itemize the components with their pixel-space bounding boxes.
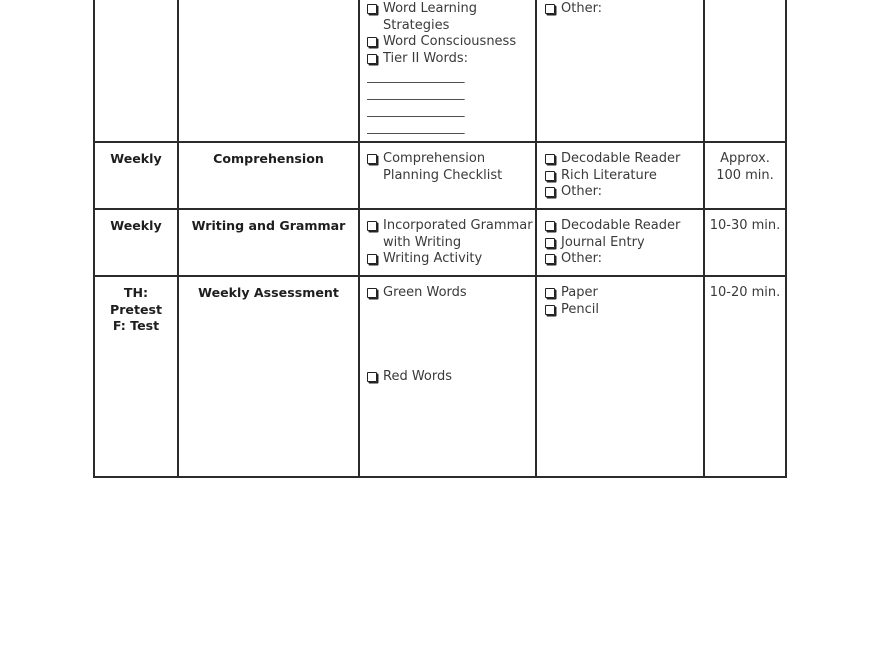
checkbox-icon[interactable] [367, 37, 377, 47]
checklist-item-green-words[interactable] [367, 285, 532, 302]
checkbox-icon[interactable] [545, 221, 555, 231]
checklist-item[interactable] [367, 34, 532, 51]
checkbox-icon[interactable] [367, 54, 377, 64]
column-divider-2 [358, 0, 360, 478]
column-divider-4 [703, 0, 705, 478]
resources-cell [545, 218, 700, 268]
table-border-left [93, 0, 95, 478]
checklist-item[interactable] [545, 151, 700, 168]
item-label: Writing Activity [383, 251, 483, 267]
blank-write-line[interactable]: _______________ [367, 102, 465, 118]
time-cell: Approx. 100 min. [716, 151, 774, 183]
item-label: Other: [561, 1, 603, 16]
column-divider-3 [535, 0, 537, 478]
frequency-cell [95, 285, 177, 335]
item-label: Pencil [561, 301, 599, 317]
checklist-item[interactable] [545, 218, 700, 235]
item-label: Word Consciousness [383, 34, 517, 50]
row-divider-2 [93, 208, 787, 210]
checklist-item[interactable] [545, 1, 700, 18]
blank-write-line[interactable]: _______________ [367, 85, 465, 101]
checkbox-icon[interactable] [367, 154, 377, 164]
frequency-line: TH: [123, 285, 149, 300]
item-label: Decodable Reader [561, 218, 681, 233]
row-divider-1 [93, 141, 787, 143]
checkbox-icon[interactable] [367, 288, 377, 298]
table-border-right [785, 0, 787, 478]
materials-cell [367, 151, 532, 184]
column-divider-1 [177, 0, 179, 478]
top-row-resources-cell [545, 1, 700, 18]
checkbox-icon[interactable] [545, 254, 555, 264]
frequency-cell: Weekly [110, 151, 162, 166]
checklist-item[interactable] [367, 151, 532, 184]
resources-cell [545, 151, 700, 201]
table-border-bottom [93, 476, 787, 478]
checklist-item[interactable] [367, 51, 532, 68]
item-label: Word Learning Strategies [383, 1, 477, 33]
component-cell: Writing and Grammar [191, 218, 346, 233]
checkbox-icon[interactable] [367, 254, 377, 264]
checklist-item[interactable] [367, 251, 535, 268]
checkbox-icon[interactable] [367, 4, 377, 14]
checkbox-icon[interactable] [367, 372, 377, 382]
checkbox-icon[interactable] [545, 187, 555, 197]
blank-write-line[interactable]: _______________ [367, 68, 465, 84]
checklist-item[interactable] [545, 302, 700, 319]
checkbox-icon[interactable] [545, 171, 555, 181]
item-label: Red Words [383, 368, 453, 384]
frequency-line: F: Test [112, 318, 160, 334]
checkbox-icon[interactable] [545, 288, 555, 298]
top-row-materials-cell [367, 1, 532, 136]
blank-write-line[interactable]: _______________ [367, 119, 465, 135]
row-divider-3 [93, 275, 787, 277]
frequency-cell: Weekly [110, 218, 162, 233]
checklist-item[interactable] [545, 251, 700, 268]
time-cell: 10-30 min. [709, 218, 781, 233]
component-cell: Comprehension [213, 151, 324, 166]
item-label: Paper [561, 285, 598, 300]
frequency-line: Pretest [109, 301, 163, 317]
item-label: Incorporated Grammar with Writing [383, 218, 533, 250]
item-label: Rich Literature [561, 167, 657, 183]
time-cell: 10-20 min. [709, 285, 781, 300]
checklist-item[interactable] [545, 235, 700, 252]
checkbox-icon[interactable] [545, 238, 555, 248]
item-label: Green Words [383, 285, 467, 300]
checklist-item[interactable] [545, 285, 700, 302]
checklist-item[interactable] [367, 218, 535, 251]
checkbox-icon[interactable] [545, 154, 555, 164]
item-label: Comprehension Planning Checklist [383, 151, 503, 183]
checklist-item[interactable] [545, 184, 700, 201]
checkbox-icon[interactable] [367, 221, 377, 231]
component-cell: Weekly Assessment [198, 285, 339, 300]
materials-cell [367, 218, 535, 268]
item-label: Journal Entry [561, 234, 645, 250]
item-label: Tier II Words: [383, 51, 468, 67]
item-label: Other: [561, 184, 603, 200]
checklist-item-red-words[interactable] [367, 369, 532, 386]
resources-cell [545, 285, 700, 318]
materials-cell [367, 285, 532, 385]
checklist-item[interactable] [367, 1, 532, 34]
item-label: Other: [561, 251, 603, 267]
checkbox-icon[interactable] [545, 4, 555, 14]
checklist-item[interactable] [545, 168, 700, 185]
checkbox-icon[interactable] [545, 305, 555, 315]
item-label: Decodable Reader [561, 151, 681, 166]
